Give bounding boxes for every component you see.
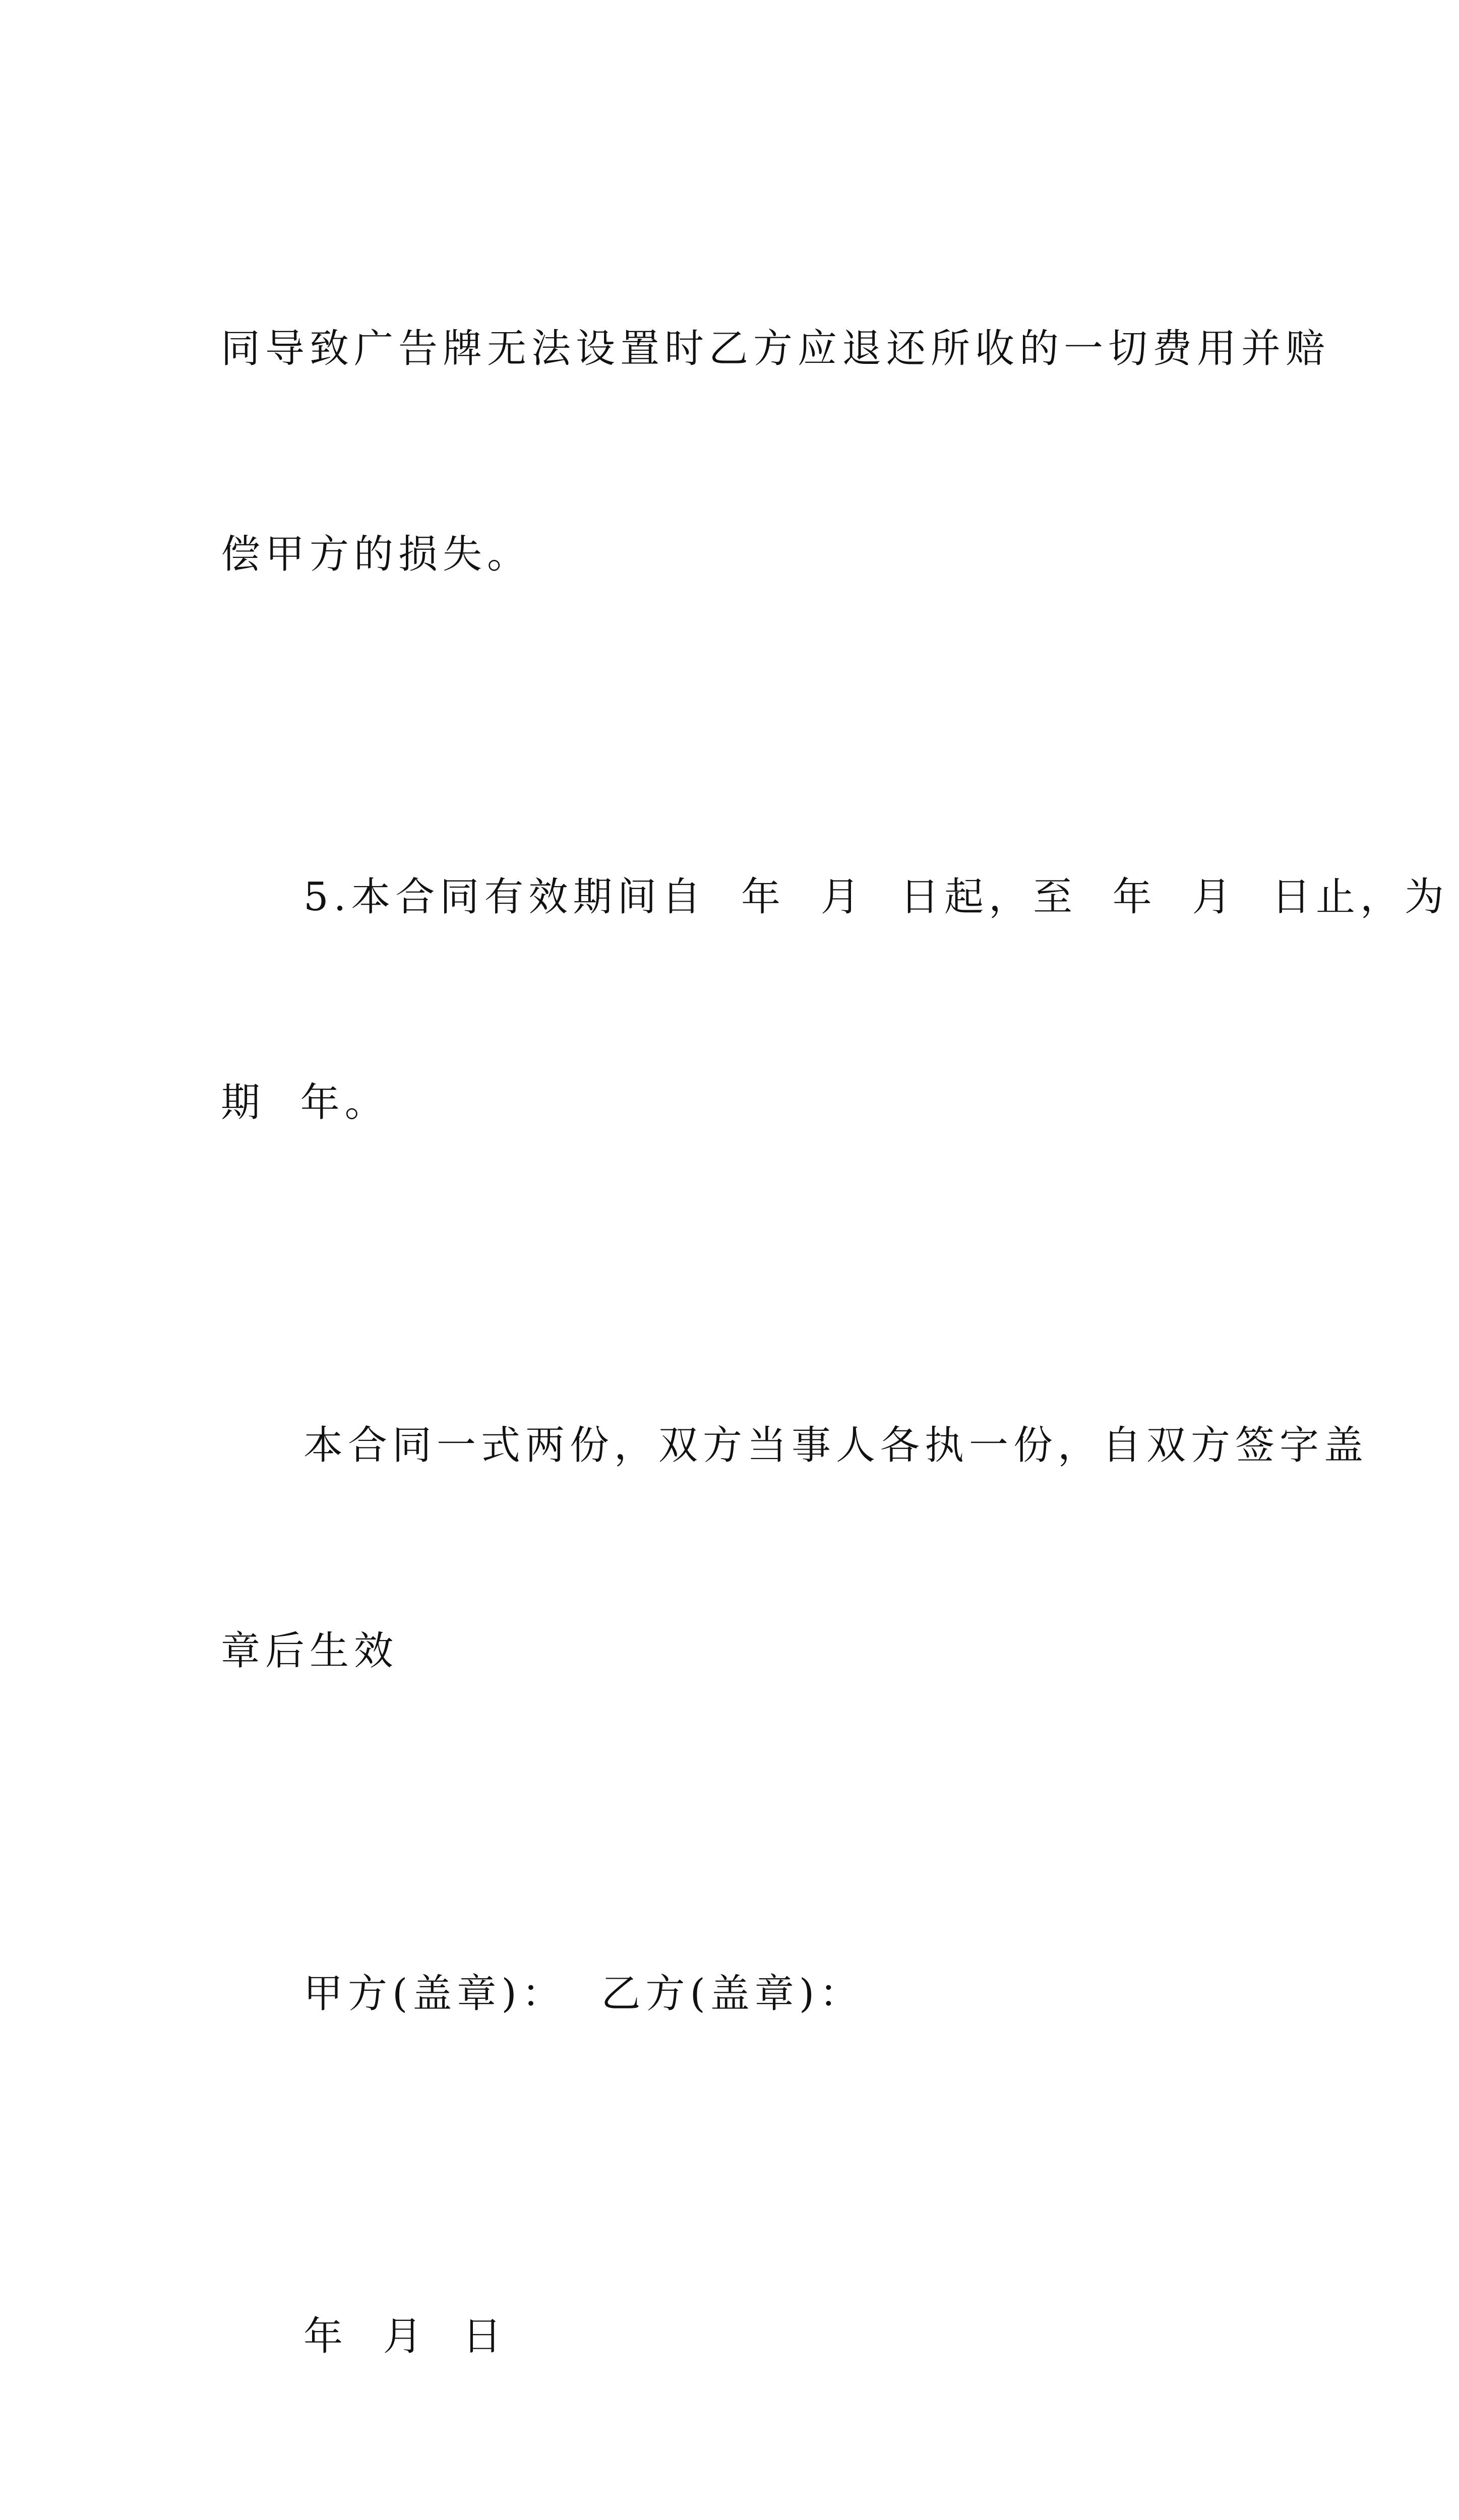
signature-line (221, 1822, 1244, 2165)
text-line: 5.本合同有效期间自 年 月 日起，至 年 月 日止，为 (303, 874, 1449, 920)
paragraph-refund-clause (221, 177, 1330, 726)
text-line: 偿甲方的损失。 (221, 532, 532, 577)
section-heading (221, 2508, 1244, 2520)
paragraph-validity-period (221, 726, 1449, 1274)
paragraph-copies (221, 1274, 1369, 1822)
text-line: 甲方(盖章)： 乙方(盖章)： (303, 1971, 864, 2017)
document-body (221, 177, 1449, 2520)
text-line: 期 年。 (221, 1080, 389, 1125)
text-line: 年 月 日 (303, 2314, 507, 2359)
date-line (221, 2165, 1244, 2508)
text-line: 本合同一式两份，双方当事人各执一份，自双方签字盖 (303, 1423, 1369, 1468)
text-line: 章后生效 (221, 1628, 399, 1674)
text-line: 同导致广告牌无法设置时乙方应退还所收的一切费用并赔 (221, 326, 1330, 371)
